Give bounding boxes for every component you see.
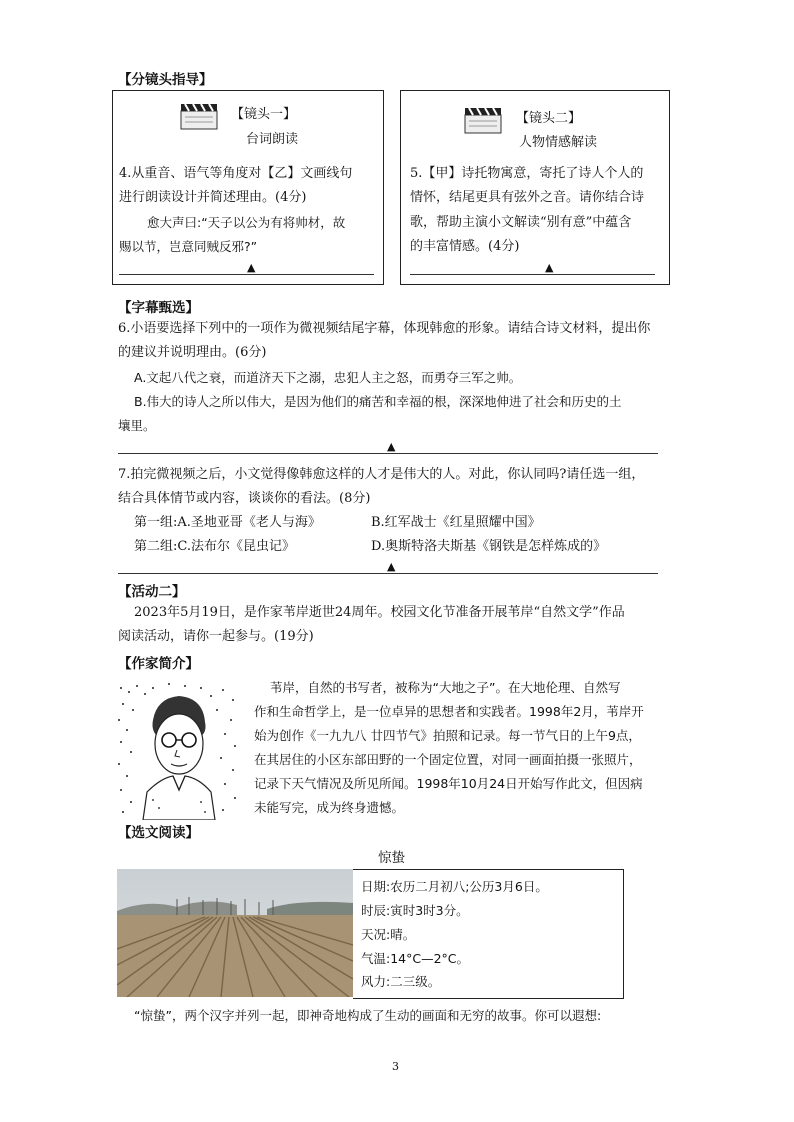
clapperboard-icon — [463, 105, 503, 135]
question-4-line2: 进行朗读设计并简述理由。(4分) — [119, 190, 307, 205]
page-number: 3 — [392, 1060, 399, 1073]
bio-line6: 未能写完，成为终身遗憾。 — [254, 800, 405, 815]
section-title-storyboard: 【分镜头指导】 — [118, 72, 213, 88]
weather-temperature: 气温:14°C—2°C。 — [361, 951, 470, 966]
bio-line1: 苇岸，自然的书写者，被称为“大地之子”。在大地伦理、自然写 — [270, 680, 621, 695]
answer-marker: ▲ — [247, 261, 256, 274]
weather-info-box — [353, 869, 624, 999]
answer-line — [118, 453, 658, 454]
answer-line — [119, 274, 374, 275]
field-photo-image — [117, 869, 353, 997]
question-5-line2: 情怀，结尾更具有弦外之音。请你结合诗 — [410, 190, 645, 205]
shot-two-tag: 【镜头二】 — [516, 111, 582, 126]
bio-line4: 在其居住的小区东部田野的一个固定位置，对同一画面拍摄一张照片， — [254, 752, 642, 767]
clapperboard-icon — [179, 101, 219, 131]
option-b-line2: 壤里。 — [118, 418, 156, 433]
question-5-line4: 的丰富情感。(4分) — [410, 239, 520, 254]
question-5-line3: 歌，帮助主演小文解读“别有意”中蕴含 — [410, 215, 632, 230]
weather-date: 日期:农历二月初八;公历3月6日。 — [361, 879, 548, 894]
weather-sky: 天况:晴。 — [361, 927, 416, 942]
shot-two-subtitle: 人物情感解读 — [519, 135, 598, 150]
weather-wind: 风力:二三级。 — [361, 974, 441, 989]
essay-opening-line: “惊蛰”，两个汉字并列一起，即神奇地构成了生动的画面和无穷的故事。你可以遐想: — [134, 1008, 602, 1023]
essay-heading: 惊蛰 — [378, 850, 405, 866]
group-1-b: B.红军战士《红星照耀中国》 — [371, 515, 541, 530]
section-title-subtitles: 【字幕甄选】 — [118, 300, 199, 316]
option-a: A.文起八代之衰，而道济天下之溺，忠犯人主之怒，而勇夺三军之帅。 — [134, 370, 522, 385]
shot-one-tag: 【镜头一】 — [231, 107, 297, 122]
weather-time: 时辰:寅时3时3分。 — [361, 903, 469, 918]
group-2-b: D.奥斯特洛夫斯基《钢铁是怎样炼成的》 — [371, 539, 607, 554]
quote-line2: 赐以节，岂意同贼反邪?” — [119, 239, 258, 254]
question-7-line2: 结合具体情节或内容，谈谈你的看法。(8分) — [118, 491, 371, 506]
bio-line2: 作和生命哲学上，是一位卓异的思想者和实践者。1998年2月，苇岸开 — [254, 704, 644, 719]
question-6-line1: 6.小语要选择下列中的一项作为微视频结尾字幕，体现韩愈的形象。请结合诗文材料，提出你 — [118, 321, 651, 336]
shot-one-subtitle: 台词朗读 — [246, 132, 299, 147]
group-1-a: 第一组:A.圣地亚哥《老人与海》 — [134, 515, 321, 530]
shot-two-box — [400, 90, 670, 285]
question-6-line2: 的建议并说明理由。(6分) — [118, 345, 267, 360]
group-2-a: 第二组:C.法布尔《昆虫记》 — [134, 539, 295, 554]
section-title-activity-two: 【活动二】 — [118, 584, 186, 600]
question-7-line1: 7.拍完微视频之后，小文觉得像韩愈这样的人才是伟大的人。对此，你认同吗?请任选一组， — [118, 467, 645, 482]
activity-intro-line2: 阅读活动，请你一起参与。(19分) — [118, 629, 314, 644]
shot-one-box — [112, 90, 384, 285]
bio-line3: 始为创作《一九九八 廿四节气》拍照和记录。每一节气日的上午9点， — [254, 728, 641, 743]
section-title-selected-reading: 【选文阅读】 — [118, 825, 199, 841]
author-portrait-image — [113, 680, 243, 820]
answer-marker: ▲ — [387, 440, 396, 453]
answer-line — [410, 274, 655, 275]
section-title-author-bio: 【作家简介】 — [118, 656, 199, 672]
option-b-line1: B.伟大的诗人之所以伟大，是因为他们的痛苦和幸福的根，深深地伸进了社会和历史的土 — [134, 394, 622, 409]
activity-intro-line1: 2023年5月19日，是作家苇岸逝世24周年。校园文化节准备开展苇岸“自然文学”作品 — [134, 605, 625, 620]
answer-marker: ▲ — [387, 560, 396, 573]
quote-line1: 愈大声曰:“天子以公为有将帅材，故 — [147, 215, 346, 230]
bio-line5: 记录下天气情况及所见所闻。1998年10月24日开始写作此文，但因病 — [254, 776, 643, 791]
question-4-line1: 4.从重音、语气等角度对【乙】文画线句 — [119, 166, 353, 181]
answer-line — [118, 573, 658, 574]
question-5-line1: 5.【甲】诗托物寓意，寄托了诗人个人的 — [410, 166, 644, 181]
answer-marker: ▲ — [545, 261, 554, 274]
